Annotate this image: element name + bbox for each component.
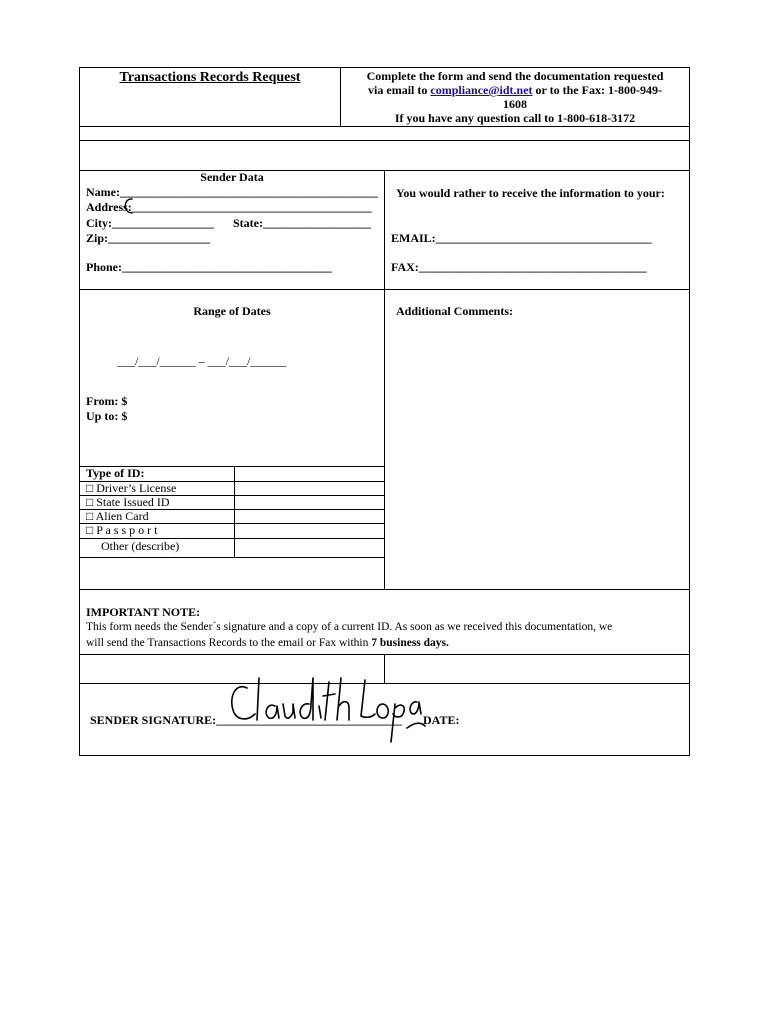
rule [79,140,690,141]
note-deadline: 7 business days. [371,637,449,649]
instructions-text: or to the Fax: 1-800-949- [532,83,662,97]
instructions-line: 1608 [503,97,527,111]
from-amount-field[interactable]: From: $ [86,394,128,408]
city-field[interactable]: City:_________________ [86,216,214,230]
email-field[interactable]: EMAIL:____________________________________ [391,231,652,245]
rule [79,126,690,127]
form-title: Transactions Records Request [119,70,301,85]
state-field[interactable]: State:__________________ [233,216,371,230]
note-heading: IMPORTANT NOTE: [86,605,201,619]
address-field[interactable]: Address:________________________________________ [86,200,372,214]
instructions-text: via email to [368,83,431,97]
id-type-heading: Type of ID: [86,466,145,480]
stray-mark [120,196,136,216]
note-line [86,636,449,650]
signature-field[interactable]: SENDER SIGNATURE:_______________________________ [90,713,403,727]
rule [234,466,235,557]
zip-field[interactable]: Zip:_________________ [86,231,211,245]
date-range-field[interactable]: ___/___/______ – ___/___/______ [117,354,287,368]
handwritten-signature [225,668,430,748]
id-option-alien-card[interactable]: □ Alien Card [86,509,149,523]
id-option-other[interactable]: Other (describe) [86,539,180,553]
name-field[interactable]: Name:___________________________________________ [86,185,378,199]
phone-field[interactable]: Phone:___________________________________ [86,260,332,274]
date-field[interactable]: DATE: [423,713,460,727]
id-option-passport[interactable]: □ P a s s p o r t [86,523,158,537]
id-option-drivers-license[interactable]: □ Driver’s License [86,481,177,495]
note-text: will send the Transactions Records to the email or Fax within [86,637,372,649]
instructions-line [341,83,689,97]
receive-heading: You would rather to receive the information to your: [396,186,665,200]
rule [384,170,385,590]
note-line: This form needs the Sender´s signature and a copy of a current ID. As soon as we received this documentation, we [86,621,613,633]
fax-field[interactable]: FAX:______________________________________ [391,260,647,274]
instructions-line: If you have any question call to 1-800-618-3172 [394,111,636,125]
upto-amount-field[interactable]: Up to: $ [86,409,128,423]
rule [79,557,384,558]
compliance-email-link[interactable]: compliance@idt.net [430,83,533,97]
sender-data-heading: Sender Data [200,170,264,184]
comments-heading: Additional Comments: [396,304,514,318]
range-heading: Range of Dates [193,304,271,318]
id-option-state-id[interactable]: □ State Issued ID [86,495,170,509]
instructions-line: Complete the form and send the documentation requested [366,69,664,83]
